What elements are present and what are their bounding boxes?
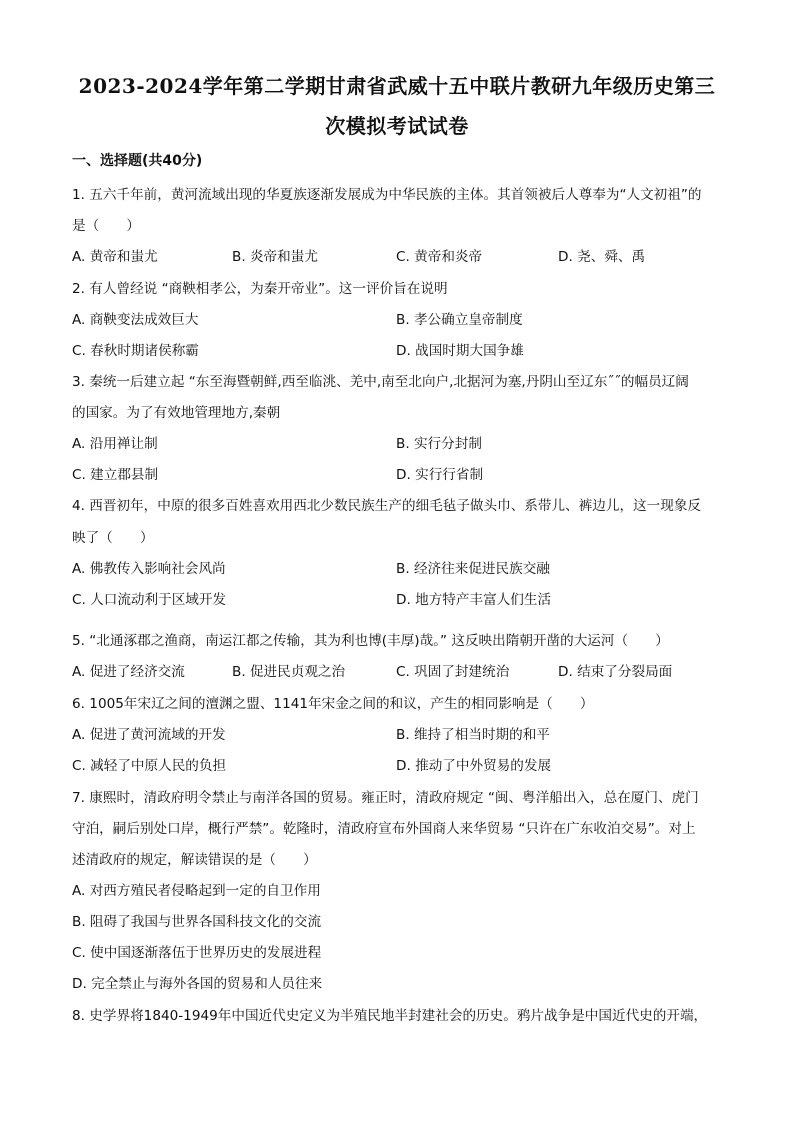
question-2-option-c: C. 春秋时期诸侯称霸 xyxy=(72,343,199,359)
question-6-option-a: A. 促进了黄河流域的开发 xyxy=(72,727,226,743)
question-1-stem: 1. 五六千年前，黄河流域出现的华夏族逐渐发展成为中华民族的主体。其首领被后人尊奉为“人文初祖”的 xyxy=(72,187,702,203)
question-4-option-d: D. 地方特产丰富人们生活 xyxy=(396,592,552,608)
question-3-stem-cont: 的国家。为了有效地管理地方,秦朝 xyxy=(72,405,281,421)
question-4-stem: 4. 西晋初年，中原的很多百姓喜欢用西北少数民族生产的细毛毡子做头巾、系带儿、裤边儿，这一现象反 xyxy=(72,498,702,514)
question-7-option-a: A. 对西方殖民者侵略起到一定的自卫作用 xyxy=(72,883,321,899)
question-7-option-b: B. 阻碍了我国与世界各国科技文化的交流 xyxy=(72,914,322,930)
question-2-option-b: B. 孝公确立皇帝制度 xyxy=(396,312,523,328)
question-1-option-d: D. 尧、舜、禹 xyxy=(558,249,646,265)
section-heading: 一、选择题(共40分) xyxy=(72,153,203,169)
question-7-stem-cont-2: 述清政府的规定，解读错误的是（ ） xyxy=(72,852,317,868)
question-5-option-b: B. 促进民贞观之治 xyxy=(232,664,346,680)
question-6-option-d: D. 推动了中外贸易的发展 xyxy=(396,758,552,774)
question-8-stem: 8. 史学界将1840-1949年中国近代史定义为半殖民地半封建社会的历史。鸦片战争是中国近代史的开端， xyxy=(72,1008,708,1024)
exam-title-line-2: 次模拟考试试卷 xyxy=(325,114,469,138)
question-6-option-c: C. 减轻了中原人民的负担 xyxy=(72,758,227,774)
question-2-stem: 2. 有人曾经说 “商鞅相孝公，为秦开帝业”。这一评价旨在说明 xyxy=(72,281,448,297)
question-3-stem: 3. 秦统一后建立起 “东至海暨朝鲜,西至临洮、羌中,南至北向户,北据河为塞,丹阴山至辽东˝˝的幅员辽阔 xyxy=(72,374,689,390)
question-1-option-a: A. 黄帝和蚩尤 xyxy=(72,249,158,265)
question-5-option-d: D. 结束了分裂局面 xyxy=(558,664,673,680)
question-6-stem: 6. 1005年宋辽之间的澶渊之盟、1141年宋金之间的和议，产生的相同影响是（ ） xyxy=(72,696,594,712)
question-5-option-a: A. 促进了经济交流 xyxy=(72,664,185,680)
question-4-option-b: B. 经济往来促进民族交融 xyxy=(396,561,550,577)
question-7-stem-cont-1: 守泊，嗣后别处口岸，概行严禁”。乾隆时，清政府宣布外国商人来华贸易 “只许在广东收泊交易”。对上 xyxy=(72,821,696,837)
question-7-stem: 7. 康熙时，清政府明令禁止与南洋各国的贸易。雍正时，清政府规定 “闽、粤洋船出入，总在厦门、虎门 xyxy=(72,790,699,806)
question-2-option-d: D. 战国时期大国争雄 xyxy=(396,343,524,359)
question-3-option-c: C. 建立郡县制 xyxy=(72,467,159,483)
question-4-option-a: A. 佛教传入影响社会风尚 xyxy=(72,561,226,577)
question-5-stem: 5. “北通涿郡之渔商，南运江都之传输，其为利也博(丰厚)哉。” 这反映出隋朝开凿的大运河（ ） xyxy=(72,633,669,649)
question-7-option-c: C. 使中国逐渐落伍于世界历史的发展进程 xyxy=(72,945,322,961)
question-4-option-c: C. 人口流动利于区域开发 xyxy=(72,592,227,608)
question-3-option-b: B. 实行分封制 xyxy=(396,436,482,452)
question-7-option-d: D. 完全禁止与海外各国的贸易和人员往来 xyxy=(72,976,323,992)
question-5-option-c: C. 巩固了封建统治 xyxy=(396,664,510,680)
question-4-stem-cont: 映了（ ） xyxy=(72,530,154,546)
question-1-stem-cont: 是（ ） xyxy=(72,218,140,234)
question-3-option-a: A. 沿用禅让制 xyxy=(72,436,158,452)
exam-title-line-1: 2023-2024学年第二学期甘肃省武威十五中联片教研九年级历史第三 xyxy=(78,74,716,98)
question-2-option-a: A. 商鞅变法成效巨大 xyxy=(72,312,199,328)
question-3-option-d: D. 实行行省制 xyxy=(396,467,484,483)
question-6-option-b: B. 维持了相当时期的和平 xyxy=(396,727,550,743)
question-1-option-b: B. 炎帝和蚩尤 xyxy=(232,249,318,265)
question-1-option-c: C. 黄帝和炎帝 xyxy=(396,249,483,265)
